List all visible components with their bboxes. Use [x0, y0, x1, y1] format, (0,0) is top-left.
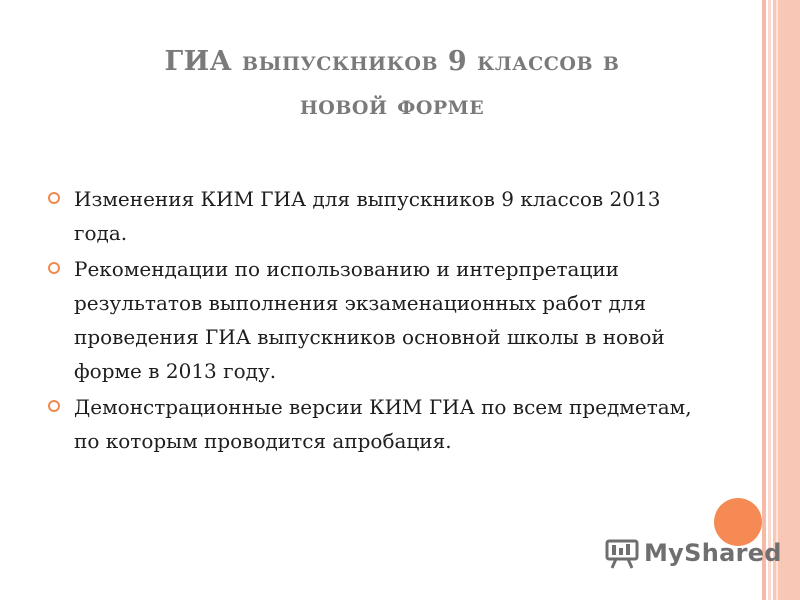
- bullet-item: [48, 182, 708, 250]
- slide-title: [92, 40, 692, 128]
- decorative-border: [762, 0, 800, 600]
- title-line-2: новой форме: [299, 90, 485, 121]
- bullet-text: Демонстрационные версии КИМ ГИА по всем предметам, по которым проводится апробация.: [74, 395, 692, 453]
- logo-text: MyShared: [644, 539, 782, 567]
- bullet-list: [48, 182, 708, 460]
- title-line-1: ГИА выпускников 9 классов в: [164, 46, 620, 77]
- border-stripe: [768, 0, 771, 600]
- border-stripe: [776, 0, 778, 600]
- circle-bullet-icon: [48, 192, 60, 204]
- bullet-item: [48, 252, 708, 388]
- bullet-text: Рекомендации по использованию и интерпретации результатов выполнения экзаменационных работ для проведения ГИА выпускников основной школы в новой форме в 2013 году.: [74, 257, 665, 383]
- presentation-board-icon: [604, 535, 640, 571]
- circle-bullet-icon: [48, 262, 60, 274]
- circle-bullet-icon: [48, 400, 60, 412]
- bullet-text: Изменения КИМ ГИА для выпускников 9 классов 2013 года.: [74, 187, 661, 245]
- bullet-item: [48, 390, 708, 458]
- myshared-logo: [604, 533, 782, 573]
- border-stripe: [762, 0, 766, 600]
